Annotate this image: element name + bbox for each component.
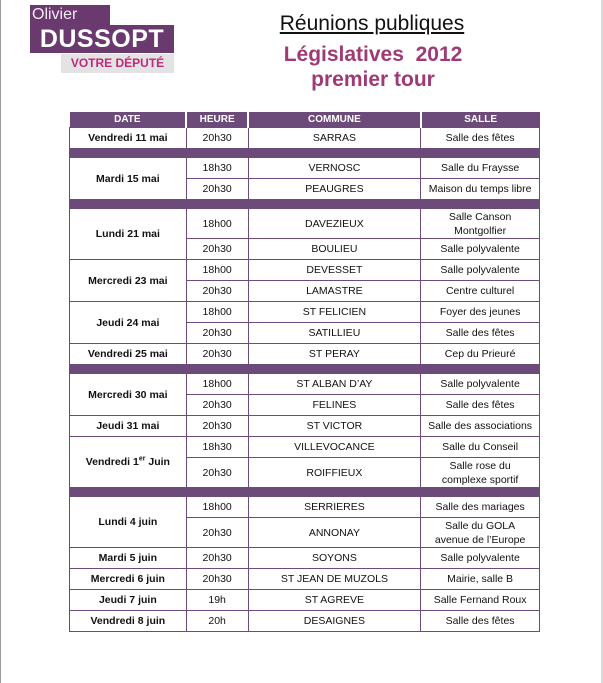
salle-cell: Mairie, salle B xyxy=(421,569,540,590)
table-row xyxy=(70,302,540,323)
heure-cell: 18h30 xyxy=(186,437,248,458)
heure-cell: 20h30 xyxy=(186,569,248,590)
commune-cell: DEVESSET xyxy=(248,260,421,281)
commune-cell: ST VICTOR xyxy=(248,416,421,437)
heure-cell: 18h00 xyxy=(186,260,248,281)
salle-cell: Salle des fêtes xyxy=(421,128,540,149)
week-separator xyxy=(70,200,540,209)
commune-cell: SATILLIEU xyxy=(248,323,421,344)
salle-cell xyxy=(421,458,540,488)
salle-cell: Salle polyvalente xyxy=(421,548,540,569)
date-cell: Mardi 15 mai xyxy=(70,158,187,200)
date-cell: Mercredi 6 juin xyxy=(70,569,187,590)
heure-cell: 20h30 xyxy=(186,239,248,260)
table-header-row xyxy=(70,112,540,128)
heure-cell: 20h30 xyxy=(186,128,248,149)
commune-cell: ST JEAN DE MUZOLS xyxy=(248,569,421,590)
table-row xyxy=(70,128,540,149)
salle-cell: Foyer des jeunes xyxy=(421,302,540,323)
logo-tagline: VOTRE DÉPUTÉ xyxy=(61,54,174,73)
date-cell: Lundi 21 mai xyxy=(70,209,187,260)
header-heure: HEURE xyxy=(186,112,248,128)
salle-cell: Salle Fernand Roux xyxy=(421,590,540,611)
salle-cell: Centre culturel xyxy=(421,281,540,302)
commune-cell: VERNOSC xyxy=(248,158,421,179)
week-separator xyxy=(70,365,540,374)
commune-cell: ST AGREVE xyxy=(248,590,421,611)
table-row xyxy=(70,209,540,239)
commune-cell: SARRAS xyxy=(248,128,421,149)
table-row xyxy=(70,590,540,611)
commune-cell: VILLEVOCANCE xyxy=(248,437,421,458)
date-cell: Jeudi 24 mai xyxy=(70,302,187,344)
logo-last-name: DUSSOPT xyxy=(30,25,174,53)
salle-line: Salle rose du xyxy=(449,459,511,472)
commune-cell: PEAUGRES xyxy=(248,179,421,200)
table-row xyxy=(70,569,540,590)
date-cell: Mercredi 23 mai xyxy=(70,260,187,302)
salle-line: complexe sportif xyxy=(441,473,519,486)
heure-cell: 18h00 xyxy=(186,302,248,323)
heure-cell: 20h30 xyxy=(186,518,248,548)
table-row xyxy=(70,260,540,281)
date-cell: Mardi 5 juin xyxy=(70,548,187,569)
salle-cell: Salle polyvalente xyxy=(421,260,540,281)
commune-cell: BOULIEU xyxy=(248,239,421,260)
heure-cell: 20h30 xyxy=(186,344,248,365)
salle-cell: Salle des associations xyxy=(421,416,540,437)
date-cell xyxy=(70,437,187,488)
table-row xyxy=(70,437,540,458)
date-cell: Vendredi 11 mai xyxy=(70,128,187,149)
header-salle: SALLE xyxy=(421,112,540,128)
page-title: Réunions publiques xyxy=(279,12,465,35)
salle-line: Montgolfier xyxy=(454,224,507,237)
date-superscript: er xyxy=(138,455,146,463)
commune-cell: ST FELICIEN xyxy=(248,302,421,323)
salle-cell xyxy=(421,209,540,239)
page-left-edge xyxy=(0,0,1,683)
heure-cell: 20h30 xyxy=(186,179,248,200)
date-cell: Vendredi 8 juin xyxy=(70,611,187,632)
date-cell: Vendredi 25 mai xyxy=(70,344,187,365)
heure-cell: 18h00 xyxy=(186,497,248,518)
date-cell: Mercredi 30 mai xyxy=(70,374,187,416)
table-row xyxy=(70,158,540,179)
table-row xyxy=(70,548,540,569)
heure-cell: 20h30 xyxy=(186,323,248,344)
salle-cell: Salle polyvalente xyxy=(421,239,540,260)
salle-line: avenue de l’Europe xyxy=(434,533,526,546)
commune-cell: DESAIGNES xyxy=(248,611,421,632)
heure-cell: 19h xyxy=(186,590,248,611)
logo-first-name: Olivier xyxy=(30,5,110,25)
commune-cell: SERRIERES xyxy=(248,497,421,518)
commune-cell: LAMASTRE xyxy=(248,281,421,302)
heure-cell: 18h00 xyxy=(186,209,248,239)
table-row xyxy=(70,374,540,395)
commune-cell: DAVEZIEUX xyxy=(248,209,421,239)
heure-cell: 18h00 xyxy=(186,374,248,395)
heure-cell: 20h30 xyxy=(186,281,248,302)
salle-cell: Salle du Conseil xyxy=(421,437,540,458)
commune-cell: ST ALBAN D’AY xyxy=(248,374,421,395)
salle-cell xyxy=(421,518,540,548)
heure-cell: 20h30 xyxy=(186,548,248,569)
salle-cell: Salle des fêtes xyxy=(421,611,540,632)
salle-cell: Salle du Fraysse xyxy=(421,158,540,179)
salle-cell: Salle polyvalente xyxy=(421,374,540,395)
page-subtitle xyxy=(240,42,506,92)
header-commune: COMMUNE xyxy=(248,112,421,128)
table-row xyxy=(70,344,540,365)
subtitle-line-2: premier tour xyxy=(311,68,435,91)
table-row xyxy=(70,416,540,437)
meetings-table xyxy=(69,112,540,632)
date-main: Vendredi 1 xyxy=(85,456,139,468)
commune-cell: ANNONAY xyxy=(248,518,421,548)
heure-cell: 18h30 xyxy=(186,158,248,179)
heure-cell: 20h xyxy=(186,611,248,632)
heure-cell: 20h30 xyxy=(186,458,248,488)
heure-cell: 20h30 xyxy=(186,416,248,437)
salle-line: Salle Canson xyxy=(448,210,512,223)
subtitle-line-1: Législatives 2012 xyxy=(283,43,463,66)
week-separator xyxy=(70,488,540,497)
salle-line: Salle du GOLA xyxy=(445,519,516,532)
header-date: DATE xyxy=(70,112,187,128)
commune-cell: ROIFFIEUX xyxy=(248,458,421,488)
salle-cell: Cep du Prieuré xyxy=(421,344,540,365)
salle-cell: Maison du temps libre xyxy=(421,179,540,200)
week-separator xyxy=(70,149,540,158)
table-row xyxy=(70,497,540,518)
date-tail: Juin xyxy=(145,456,170,468)
date-cell: Lundi 4 juin xyxy=(70,497,187,548)
salle-cell: Salle des fêtes xyxy=(421,323,540,344)
date-cell: Jeudi 7 juin xyxy=(70,590,187,611)
commune-cell: SOYONS xyxy=(248,548,421,569)
commune-cell: ST PERAY xyxy=(248,344,421,365)
table-row xyxy=(70,611,540,632)
commune-cell: FELINES xyxy=(248,395,421,416)
deputy-logo xyxy=(30,5,176,73)
salle-cell: Salle des mariages xyxy=(421,497,540,518)
salle-cell: Salle des fêtes xyxy=(421,395,540,416)
heure-cell: 20h30 xyxy=(186,395,248,416)
date-cell: Jeudi 31 mai xyxy=(70,416,187,437)
